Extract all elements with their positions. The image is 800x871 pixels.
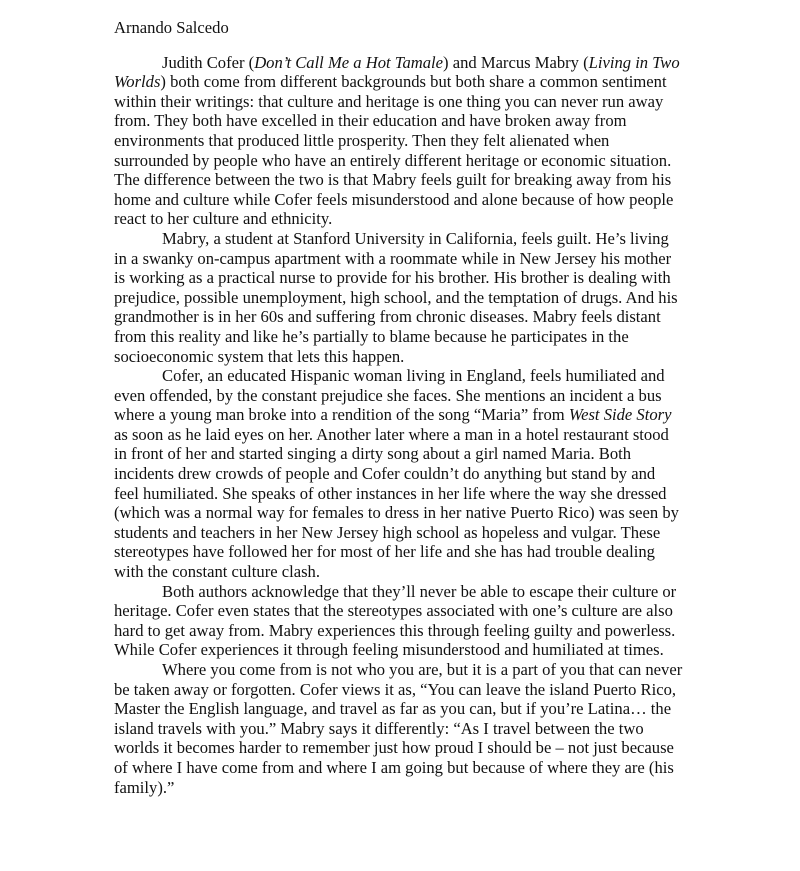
author-name: Arnando Salcedo xyxy=(114,18,229,37)
text-segment: Where you come from is not who you are, but it is a part of you that can never be taken away or forgotten. Cofer views it as, “You can leave the island Puerto Rico, Master the English language, and travel as far as you can, but if you’re Latina… the island travels with you.” Mabry says it differently: “As I travel between the two worlds it becomes harder to remember just how proud I should be – not just because of where I have come from and where I am going but because of where they are (his family).” xyxy=(114,660,683,797)
paragraph xyxy=(114,366,684,582)
italic-title: West Side Story xyxy=(568,405,672,425)
paragraph xyxy=(114,229,684,366)
paragraph xyxy=(114,660,684,797)
paragraph xyxy=(114,582,684,660)
text-segment: ) and Marcus Mabry ( xyxy=(443,52,589,72)
text-segment: ) both come from different backgrounds but both share a common sentiment within their writings: that culture and heritage is one thing you can never run away from. They both have excelled in their education and have broken away from environments that produced little prosperity. Then they felt alienated when surrounded by people who have an entirely different heritage or economic situation. The difference between the two is that Mabry feels guilt for breaking away from his home and culture while Cofer feels misunderstood and alone because of how people react to her culture and ethnicity. xyxy=(114,72,674,229)
italic-title: Don’t Call Me a Hot Tamale xyxy=(254,52,444,72)
essay-body xyxy=(114,53,684,798)
text-segment: as soon as he laid eyes on her. Another later where a man in a hotel restaurant stood in front of her and started singing a dirty song about a girl named Maria. Both incidents drew crowds of people and Cofer couldn’t do anything but stand by and feel humiliated. She speaks of other instances in her life where the way she dressed (which was a normal way for females to dress in her native Puerto Rico) was seen by students and teachers in her New Jersey high school as hopeless and vulgar. These stereotypes have followed her for most of her life and she has had trouble dealing with the constant culture clash. xyxy=(114,424,679,582)
paragraph xyxy=(114,53,684,229)
text-segment: Both authors acknowledge that they’ll never be able to escape their culture or heritage. Cofer even states that the stereotypes associated with one’s culture are also hard to get away from. Mabry experiences this through feeling guilty and powerless. While Cofer experiences it through feeling misunderstood and humiliated at times. xyxy=(114,581,677,660)
italic-title: Living in Two Worlds xyxy=(114,52,680,92)
text-segment: Cofer, an educated Hispanic woman living in England, feels humiliated and even offended, by the constant prejudice she faces. She mentions an incident a bus where a young man broke into a rendition of the song “Maria” from xyxy=(114,366,665,425)
text-segment: Mabry, a student at Stanford University in California, feels guilt. He’s living in a swanky on-campus apartment with a roommate while in New Jersey his mother is working as a practical nurse to provide for his brother. His brother is dealing with prejudice, possible unemployment, high school, and the temptation of drugs. And his grandmother is in her 60s and suffering from chronic diseases. Mabry feels distant from this reality and like he’s partially to blame because he participates in the socioeconomic system that lets this happen. xyxy=(114,228,678,366)
text-segment: Judith Cofer ( xyxy=(162,52,255,72)
